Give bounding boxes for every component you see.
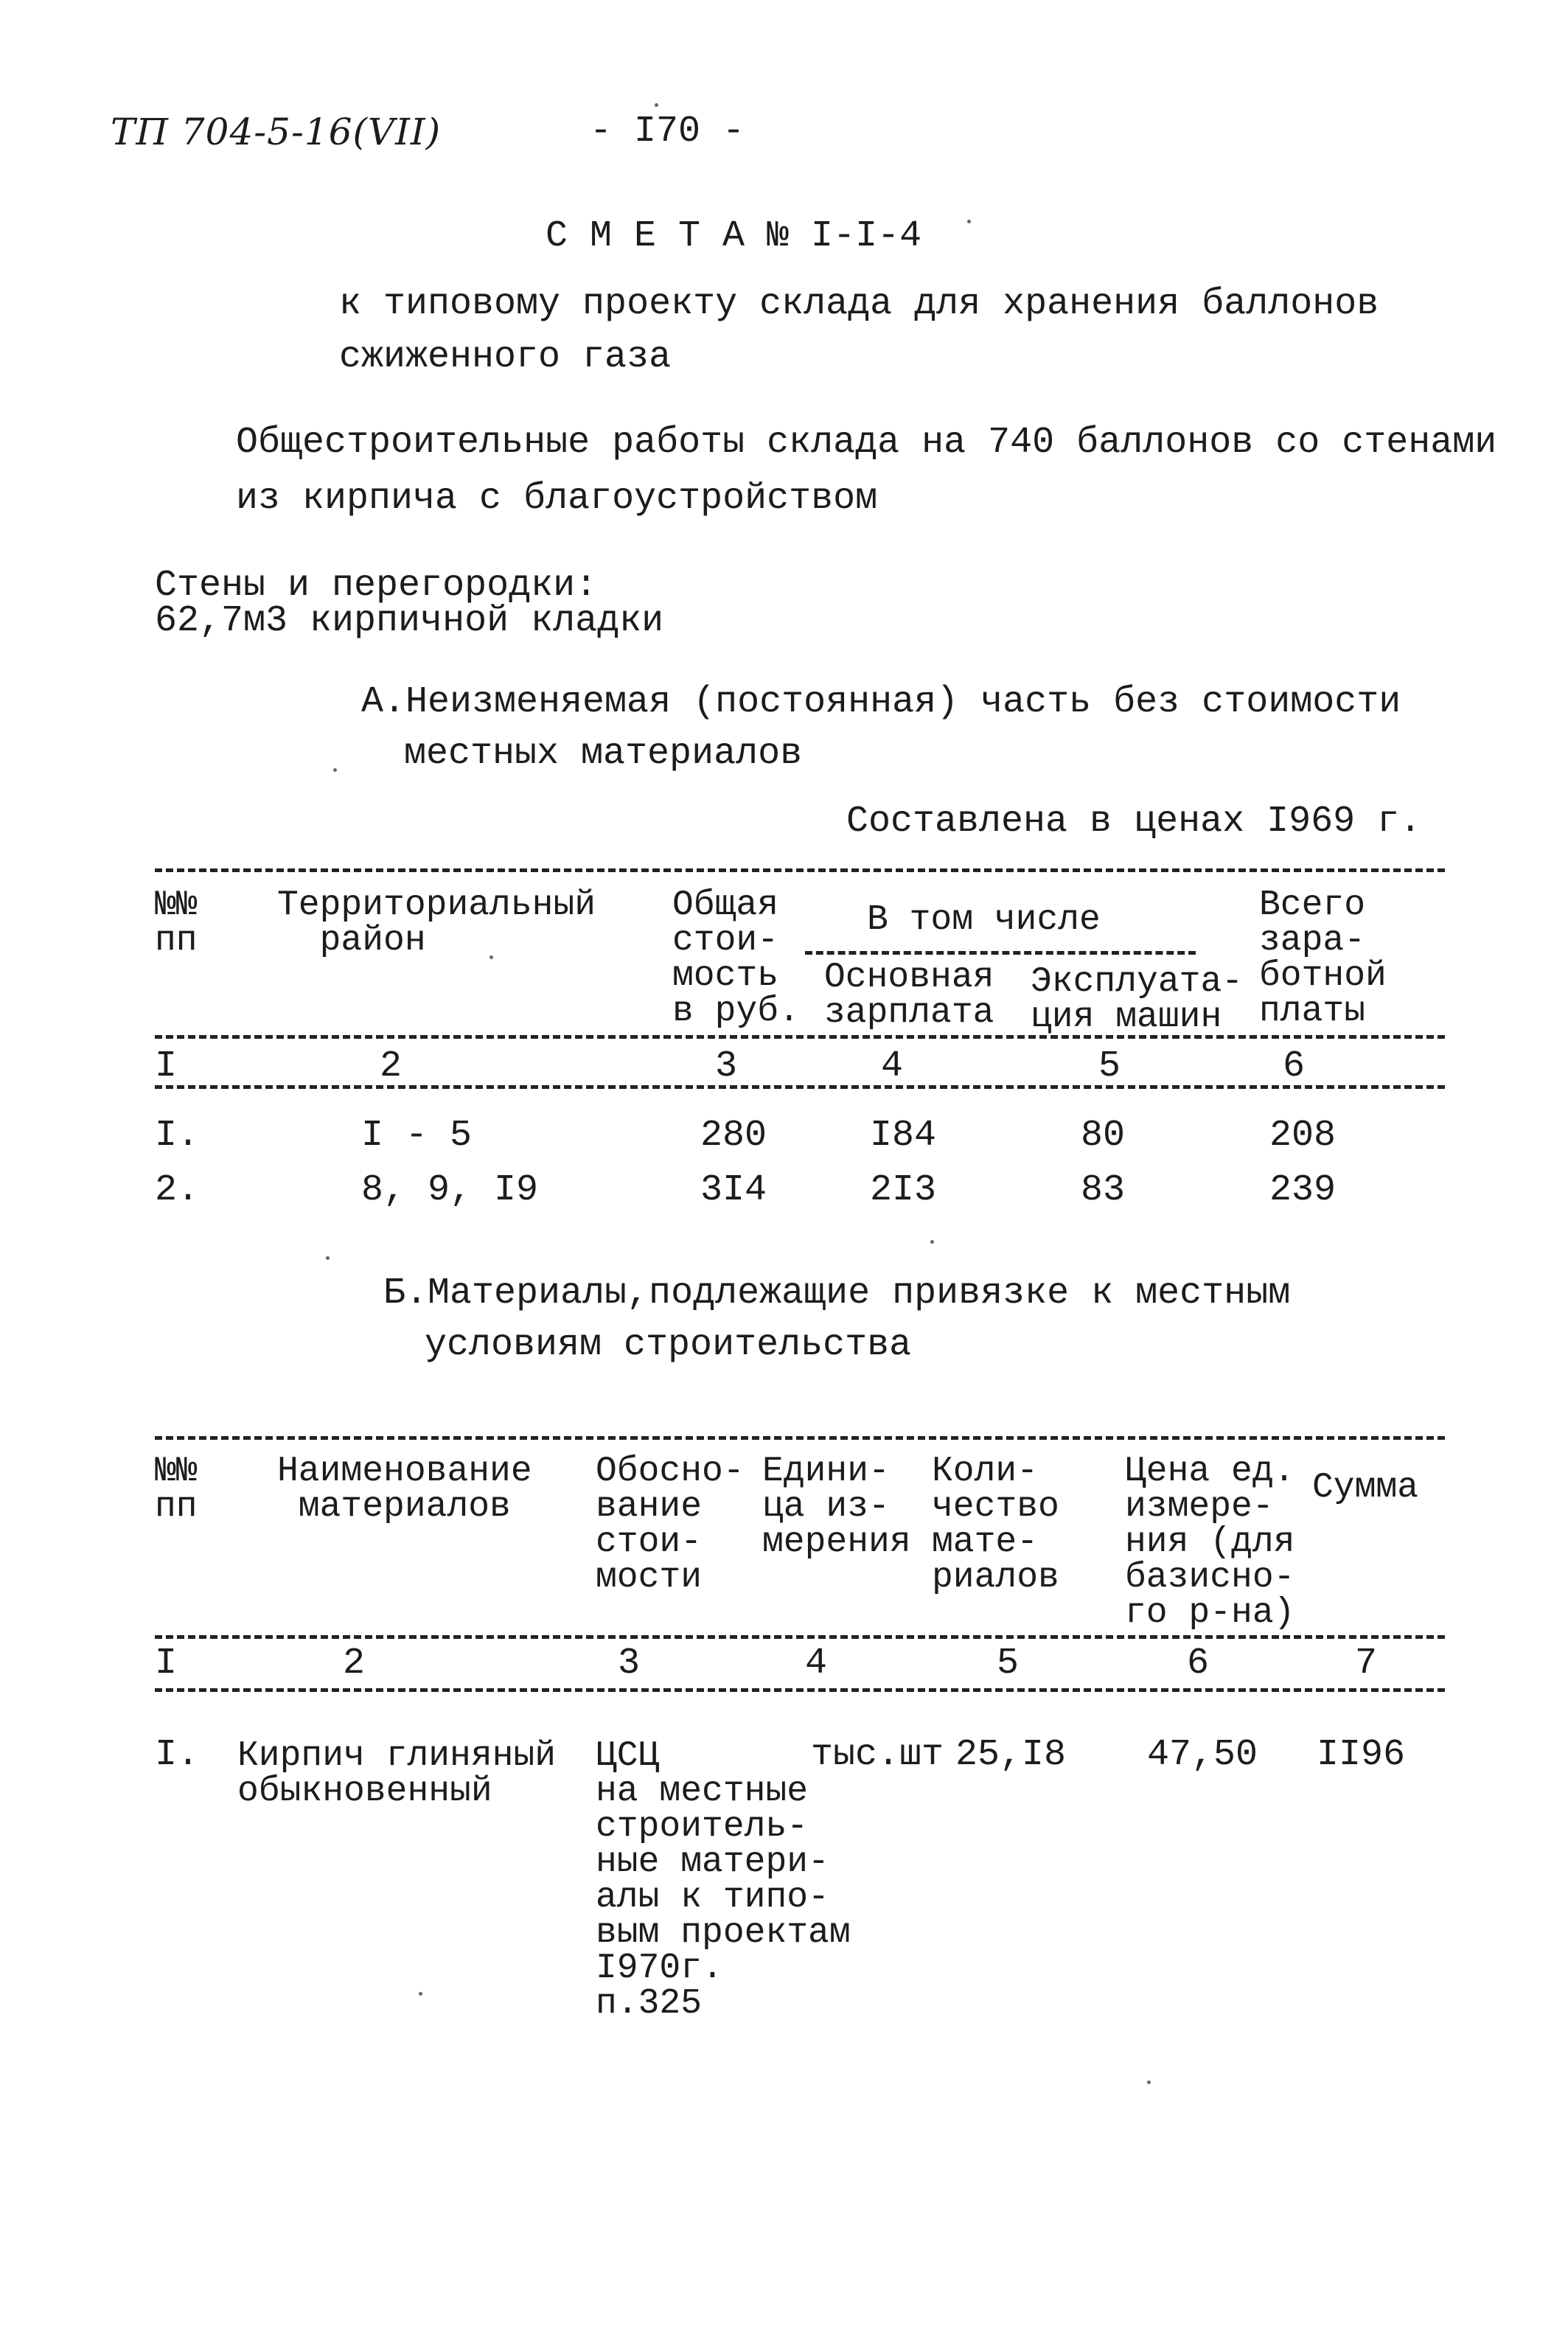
table-a-colnum: 6 [1283,1045,1306,1087]
table-b-header-qty: Коли- чество мате- риалов [932,1452,1059,1598]
table-a-header-wage: Основная зарплата [824,958,994,1033]
row-basis: ЦСЦ на местные строитель- ные матери- алы к типо- вым проектам I970г. п.325 [596,1736,851,2024]
table-b-colnum: I [155,1643,178,1685]
estimate-subtitle-line1: к типовому проекту склада для хранения баллонов [339,283,1379,325]
table-b-colnum: 4 [805,1643,828,1685]
row-total: 3I4 [700,1169,767,1211]
row-unit: тыс.шт [811,1734,944,1776]
table-b-header-price: Цена ед. измере- ния (для базисно- го р-на) [1125,1452,1295,1633]
scan-speck [655,103,658,107]
table-b-colnum: 3 [618,1643,641,1685]
document-code: ТП 704-5-16(VII) [111,111,442,153]
section-b-heading-line2: условиям строительства [425,1324,912,1366]
section-b-heading-line1: Б.Материалы,подлежащие привязке к местным [383,1272,1291,1314]
table-a-colnum-rule [155,1085,1445,1089]
table-b-header-rule [155,1635,1445,1639]
row-quantity: 25,I8 [955,1734,1067,1776]
section-a-heading-line2: местных материалов [404,733,803,775]
table-a-header-num: №№ пп [155,885,198,961]
table-a-header-incl: В том числе [867,900,1101,940]
row-wage: 2I3 [870,1169,937,1211]
table-b-header-name: Наименование материалов [277,1452,532,1527]
scan-speck [419,1992,422,1996]
table-b-colnum: 2 [343,1643,366,1685]
table-b-colnum: 5 [997,1643,1020,1685]
row-unit-price: 47,50 [1147,1734,1258,1776]
estimate-subtitle-line2: сжиженного газа [339,336,672,378]
scan-speck [967,220,971,223]
table-a-colnum: 3 [715,1045,738,1087]
table-b-colnum: 6 [1187,1643,1210,1685]
row-wage: I84 [870,1115,937,1157]
scan-speck [326,1256,330,1260]
estimate-title: С М Е Т А № I-I-4 [546,215,922,257]
row-total-wage: 208 [1269,1115,1337,1157]
table-a-colnum: I [155,1045,178,1087]
table-a-header-machines: Эксплуата- ция машин [1031,962,1244,1037]
table-b-header-num: №№ пп [155,1452,198,1527]
scope-line2: из кирпича с благоустройством [236,478,878,520]
table-a-header-region: Территориальный район [277,885,596,961]
row-machines: 83 [1081,1169,1126,1211]
prices-note: Составлена в ценах I969 г. [846,801,1422,843]
table-a-colnum: 2 [380,1045,403,1087]
row-region: 8, 9, I9 [361,1169,539,1211]
table-b-header-unit: Едини- ца из- мерения [762,1452,911,1562]
table-a-header-total-wage: Всего зара- ботной платы [1259,885,1387,1031]
table-a-sub-rule [805,951,1196,955]
scan-speck [1147,2080,1151,2084]
row-region: I - 5 [361,1115,473,1157]
table-b-top-rule [155,1436,1445,1440]
row-num: I. [155,1115,200,1157]
row-sum: II96 [1317,1734,1406,1776]
page-number: - I70 - [590,111,745,153]
table-b-colnum-rule [155,1688,1445,1692]
table-a-colnum: 5 [1098,1045,1121,1087]
scan-speck [930,1240,934,1244]
scan-speck [489,955,493,959]
row-num: I. [155,1734,200,1776]
walls-line1: Стены и перегородки: [155,565,598,607]
table-a-top-rule [155,868,1445,872]
row-machines: 80 [1081,1115,1126,1157]
walls-line2: 62,7м3 кирпичной кладки [155,600,664,642]
table-b-header-sum: Сумма [1312,1468,1419,1508]
row-num: 2. [155,1169,200,1211]
table-a-header-rule [155,1035,1445,1039]
row-material-name: Кирпич глиняный обыкновенный [237,1736,557,1811]
table-a-header-total: Общая стои- мость в руб. [672,885,800,1031]
scan-speck [333,768,337,772]
row-total-wage: 239 [1269,1169,1337,1211]
table-b-colnum: 7 [1355,1643,1378,1685]
table-b-header-basis: Обосно- вание стои- мости [596,1452,745,1598]
scope-line1: Общестроительные работы склада на 740 баллонов со стенами [236,422,1497,464]
row-total: 280 [700,1115,767,1157]
table-a-colnum: 4 [881,1045,904,1087]
section-a-heading-line1: А.Неизменяемая (постоянная) часть без стоимости [361,681,1401,723]
